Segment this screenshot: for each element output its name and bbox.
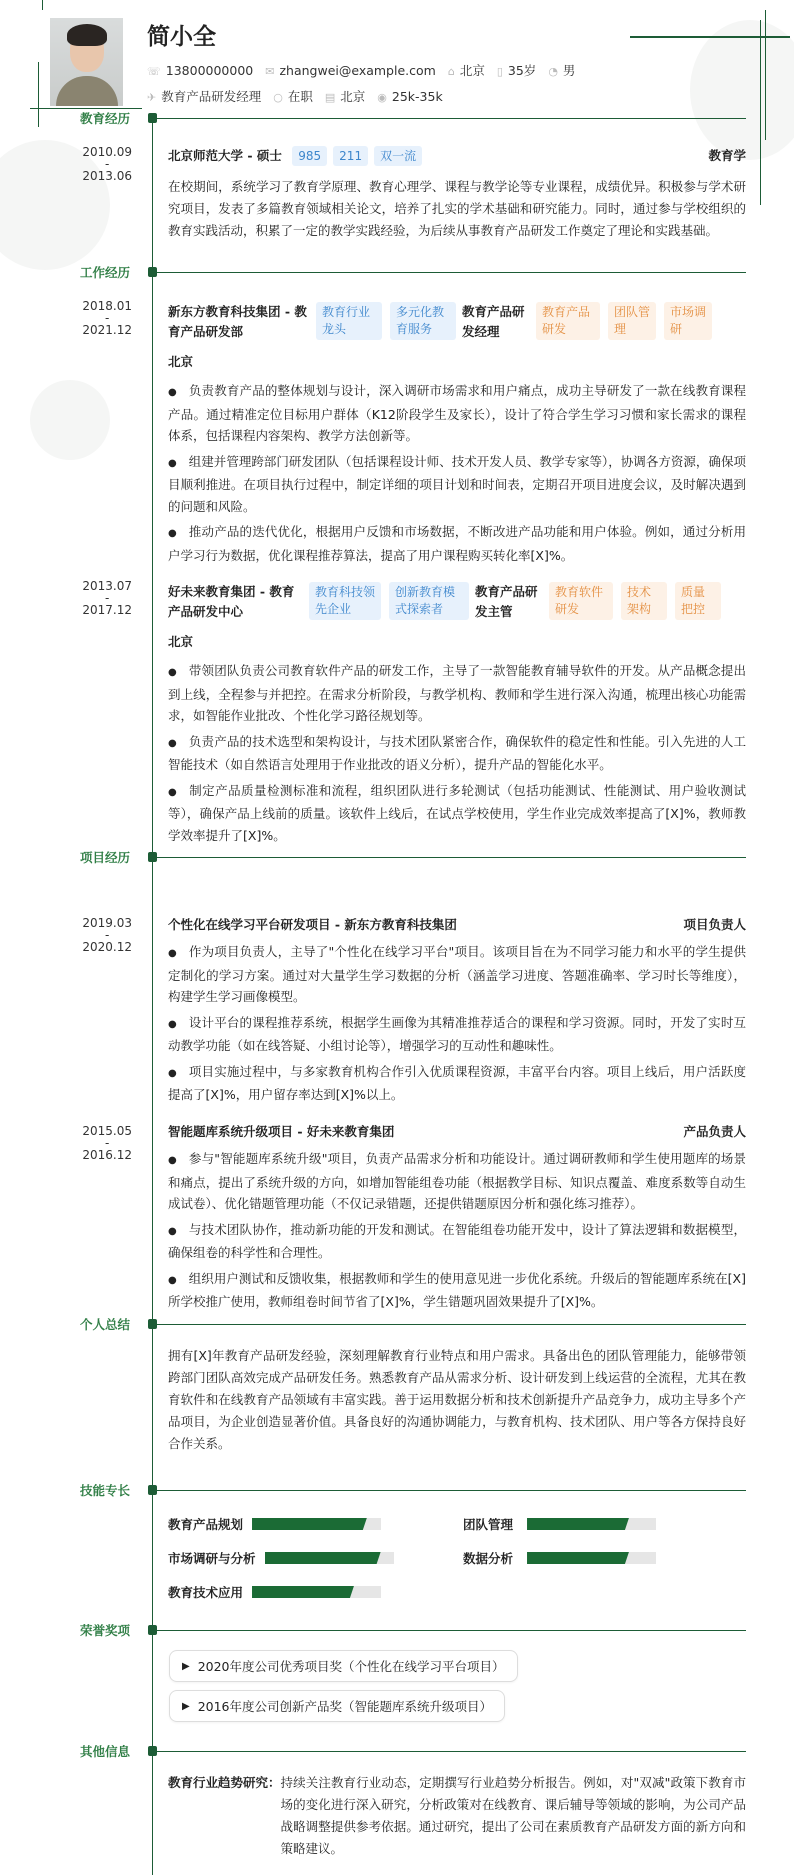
mail-icon: ✉: [265, 64, 275, 78]
email: zhangwei@example.com: [279, 62, 436, 78]
education-entry: [168, 146, 746, 242]
project-name: 智能题库系统升级项目 - 好未来教育集团: [168, 1124, 395, 1139]
decor-line: [765, 10, 766, 140]
age-icon: ▯: [496, 65, 503, 78]
other-text: 持续关注教育行业动态，定期撰写行业趋势分析报告。例如，对"双减"政策下教育市场的变化进行深入研究，分析政策对在线教育、课后辅导等领域的影响，为公司产品战略调整提供参考依据。通过研究，提出了公司在素质教育产品研发方面的新方向和策略建议。: [280, 1775, 746, 1856]
bullet-item: ● 项目实施过程中，与多家教育机构合作引入优质课程资源，丰富平台内容。项目上线后，用户活跃度提高了[X]%，用户留存率达到[X]%以上。: [168, 1063, 746, 1102]
decor-line: [630, 36, 790, 38]
divider: [152, 1324, 746, 1325]
work-city: 北京: [168, 354, 194, 369]
skill-bar-fill: [252, 1518, 367, 1530]
tag: 教育产品研发: [536, 302, 600, 340]
skill-item: 教育产品规划: [168, 1515, 381, 1533]
divider: [152, 1751, 746, 1752]
tag: 双一流: [374, 146, 422, 166]
work-entry: [168, 582, 746, 846]
age: 35岁: [507, 63, 537, 78]
work-entry: [168, 302, 746, 566]
skill-item: 团队管理: [463, 1515, 656, 1533]
project-name: 个性化在线学习平台研发项目 - 新东方教育科技集团: [168, 917, 457, 932]
project-entry: [168, 915, 746, 1106]
divider: [152, 857, 746, 858]
tag: 创新教育模式探索者: [389, 582, 469, 620]
section-title: 个人总结: [79, 1317, 130, 1332]
avatar: [50, 18, 123, 106]
skill-bar: [265, 1552, 394, 1564]
job-title: 教育产品研发主管: [475, 584, 538, 619]
bullet-item: ● 作为项目负责人，主导了"个性化在线学习平台"项目。该项目旨在为不同学习能力和水平的学生提供定制化的学习方案。通过对大量学生学习数据的分析（涵盖学习进度、答题准确率、学习时长等维度），构建学生学习画像模型。: [168, 944, 746, 1004]
gender: 男: [562, 63, 576, 78]
tag: 质量把控: [675, 582, 721, 620]
company: 好未来教育集团 - 教育产品研发中心: [168, 584, 295, 619]
tag: 多元化教育服务: [390, 302, 456, 340]
other-info-item: [168, 1772, 746, 1860]
date-range: 2013.07 - 2017.12: [82, 579, 132, 617]
company: 新东方教育科技集团 - 教育产品研发部: [168, 304, 307, 339]
divider: [152, 272, 746, 273]
phone: 13800000000: [165, 62, 254, 78]
phone-icon: ☏: [147, 64, 161, 78]
salary-icon: ◉: [377, 90, 387, 104]
salary: 25k-35k: [391, 88, 443, 104]
skill-item: 数据分析: [463, 1549, 656, 1567]
job-status: 在职: [287, 89, 313, 104]
section-title: 荣誉奖项: [79, 1623, 130, 1638]
caret-right-icon: ▶: [182, 1700, 190, 1712]
send-icon: ✈: [147, 91, 157, 104]
decor-circle: [690, 20, 794, 160]
other-label: 教育行业趋势研究：: [168, 1775, 281, 1790]
skill-bar: [252, 1586, 381, 1598]
skill-bar-fill: [527, 1518, 629, 1530]
tag: 市场调研: [664, 302, 712, 340]
skill-bar: [252, 1518, 381, 1530]
bullet-item: ● 推动产品的迭代优化，根据用户反馈和市场数据，不断改进产品功能和用户体验。例如，通过分析用户学习行为数据，优化课程推荐算法，提高了用户课程购买转化率[X]%。: [168, 524, 746, 563]
tag: 211: [333, 146, 368, 166]
divider: [152, 118, 746, 119]
tag: 985: [292, 146, 327, 166]
job-title: 教育产品研发经理: [462, 304, 525, 339]
decor-circle: [30, 380, 110, 460]
project-role: 项目负责人: [683, 917, 746, 932]
section-title: 工作经历: [79, 265, 130, 280]
section-title: 项目经历: [79, 850, 130, 865]
decor-line: [38, 62, 39, 127]
skill-bar: [527, 1518, 656, 1530]
education-desc: 在校期间，系统学习了教育学原理、教育心理学、课程与教学论等专业课程，成绩优异。积极参与学术研究项目，发表了多篇教育领域相关论文，培养了扎实的学术基础和研究能力。同时，通过参与学校组织的教育实践活动，积累了一定的教学实践经验，为后续从事教育产品研发工作奠定了理论和实践基础。: [168, 179, 746, 238]
bullet-item: ● 制定产品质量检测标准和流程，组织团队进行多轮测试（包括功能测试、性能测试、用户验收测试等），确保产品上线前的质量。该软件上线后，在试点学校使用，学生作业完成效率提高了[X]%，教师教学效率提升了[X]%。: [168, 782, 746, 843]
skill-bar: [527, 1552, 656, 1564]
bullet-item: ● 设计平台的课程推荐系统，根据学生画像为其精准推荐适合的课程和学习资源。同时，开发了实时互动教学功能（如在线答疑、小组讨论等），增强学习的互动性和趣味性。: [168, 1014, 746, 1053]
bullet-item: ● 组建并管理跨部门研发团队（包括课程设计师、技术开发人员、教学专家等），协调各方资源，确保项目顺利推进。在项目执行过程中，制定详细的项目计划和时间表，定期召开项目进度会议，及时解决遇到的问题和风险。: [168, 453, 746, 514]
location: 北京: [459, 63, 485, 78]
skill-bar-fill: [265, 1552, 381, 1564]
building-icon: ▤: [324, 91, 336, 104]
section-title: 其他信息: [79, 1744, 130, 1759]
contact-row: [147, 61, 575, 79]
date-range: 2018.01 - 2021.12: [82, 299, 132, 337]
bullet-item: ● 组织用户测试和反馈收集，根据教师和学生的使用意见进一步优化系统。升级后的智能题库系统在[X]所学校推广使用，教师组卷时间节省了[X]%，学生错题巩固效果提升了[X]%。: [168, 1270, 746, 1309]
divider: [152, 1630, 746, 1631]
job-intent-row: [147, 87, 443, 105]
candidate-name: 简小全: [147, 24, 216, 50]
section-title: 技能专长: [79, 1483, 130, 1498]
gender-icon: ◔: [548, 65, 558, 78]
skill-bar-fill: [527, 1552, 629, 1564]
work-city: 北京: [168, 634, 194, 649]
date-range: 2015.05 - 2016.12: [82, 1124, 132, 1162]
summary-text: 拥有[X]年教育产品研发经验，深刻理解教育行业特点和用户需求。具备出色的团队管理能力，能够带领跨部门团队高效完成产品研发任务。熟悉教育产品从需求分析、设计研发到上线运营的全流程，尤其在教育软件和在线教育产品领域有丰富实践。善于运用数据分析和技术创新提升产品竞争力，成功主导多个产品项目，为企业创造显著价值。具备良好的沟通协调能力，与教育机构、技术团队、用户等各方保持良好合作关系。: [168, 1348, 746, 1451]
caret-right-icon: ▶: [182, 1660, 190, 1672]
intent-city: 北京: [340, 89, 366, 104]
decor-line: [760, 20, 761, 205]
timeline: [152, 117, 153, 1875]
divider: [152, 1490, 746, 1491]
tag: 教育行业龙头: [316, 302, 382, 340]
tag: 技术架构: [621, 582, 667, 620]
date-range: 2010.09 - 2013.06: [82, 145, 132, 183]
intent-position: 教育产品研发经理: [161, 89, 262, 104]
bullet-item: ● 负责教育产品的整体规划与设计，深入调研市场需求和用户痛点，成功主导研发了一款在线教育课程产品。通过精准定位目标用户群体（K12阶段学生及家长），设计了符合学生学习习惯和家长需求的课程体系，包括课程内容架构、教学方法创新等。: [168, 383, 746, 443]
tag: 教育科技领先企业: [309, 582, 381, 620]
date-range: 2019.03 - 2020.12: [82, 916, 132, 954]
bullet-item: ● 与技术团队协作，推动新功能的开发和测试。在智能组卷功能开发中，设计了算法逻辑和数据模型，确保组卷的科学性和合理性。: [168, 1221, 746, 1260]
project-role: 产品负责人: [683, 1124, 746, 1139]
school: 北京师范大学 - 硕士: [168, 148, 282, 163]
tag: 教育软件研发: [549, 582, 613, 620]
skill-item: 市场调研与分析: [168, 1549, 394, 1567]
skill-bar-fill: [252, 1586, 354, 1598]
major: 教育学: [708, 148, 746, 163]
status-icon: ○: [273, 91, 283, 104]
bullet-item: ● 带领团队负责公司教育软件产品的研发工作，主导了一款智能教育辅导软件的开发。从产品概念提出到上线，全程参与并把控。在需求分析阶段，与教学机构、教师和学生进行深入沟通，梳理出核心功能需求，如智能作业批改、个性化学习路径规划等。: [168, 663, 746, 723]
project-entry: [168, 1122, 746, 1313]
bullet-item: ● 负责产品的技术选型和架构设计，与技术团队紧密合作，确保软件的稳定性和性能。引入先进的人工智能技术（如自然语言处理用于作业批改的语义分析），提升产品的智能化水平。: [168, 733, 746, 772]
section-title: 教育经历: [79, 111, 130, 126]
tag: 团队管理: [608, 302, 656, 340]
home-icon: ⌂: [447, 65, 455, 78]
honor-item[interactable]: ▶ 2020年度公司优秀项目奖（个性化在线学习平台项目）: [169, 1650, 518, 1682]
skill-item: 教育技术应用: [168, 1583, 381, 1601]
honor-item[interactable]: ▶ 2016年度公司创新产品奖（智能题库系统升级项目）: [169, 1690, 505, 1722]
bullet-item: ● 参与"智能题库系统升级"项目，负责产品需求分析和功能设计。通过调研教师和学生使用题库的场景和痛点，提出了系统升级的方向，如增加智能组卷功能（根据教学目标、知识点覆盖、难度系数等自动生成试卷）、优化错题管理功能（不仅记录错题，还提供错题原因分析和强化练习推荐）。: [168, 1151, 746, 1211]
decor-line: [42, 0, 43, 10]
